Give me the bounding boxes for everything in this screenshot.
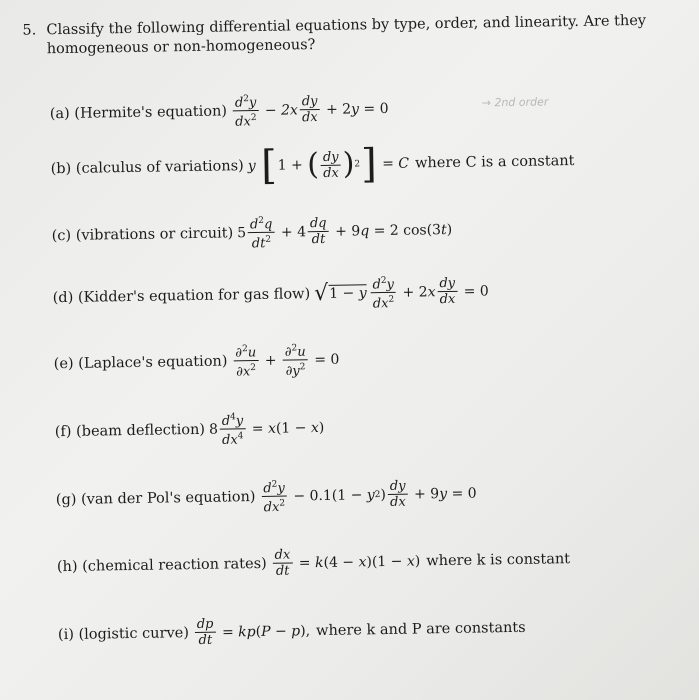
item-h — [57, 543, 571, 582]
item-e-equation: $\frac{\partial^2u}{\partial x^2}$ + $\frac{\partial^2u}{\partial y^2}$ = 0 — [231, 341, 339, 380]
problem-statement-line2: homogeneous or non-homogeneous? — [46, 37, 316, 58]
problem-statement-line1: Classify the following differential equations by type, order, and linearity. Are they — [46, 12, 647, 39]
problem-heading — [22, 12, 662, 58]
item-h-label: (h) (chemical reaction rates) — [56, 555, 267, 575]
item-h-equation: $\frac{dx}{dt}$ = k (4 − x )(1 − x ) — [274, 547, 421, 579]
item-i-equation: $\frac{dp}{dt}$ = kp ( P − p ), — [196, 616, 311, 648]
item-i-note: where k and P are constants — [315, 619, 526, 639]
item-c-equation: 5 $\frac{d^2q}{dt^2}$ + 4 $\frac{dq}{dt}$ + 9 q = 2 cos(3 t ) — [237, 211, 453, 252]
item-b-label: (b) (calculus of variations) — [50, 158, 244, 178]
item-f — [54, 409, 324, 451]
item-b — [50, 141, 574, 189]
problem-number: 5. — [22, 22, 37, 39]
item-d — [52, 272, 489, 317]
item-i-label: (i) (logistic curve) — [57, 624, 190, 643]
item-g-label: (g) (van der Pol's equation) — [55, 488, 256, 509]
item-i — [58, 612, 526, 650]
item-a — [50, 90, 389, 133]
item-e — [53, 341, 339, 383]
item-d-equation: √ 1 − y $\frac{d^2y}{dx^2}$ + 2 x $\frac{dy}{dx}$ = 0 — [314, 272, 489, 312]
item-g — [56, 475, 477, 519]
item-d-label: (d) (Kidder's equation for gas flow) — [52, 285, 311, 307]
item-b-note: where C is a constant — [414, 152, 575, 172]
item-h-note: where k is constant — [426, 550, 571, 569]
item-f-equation: 8 $\frac{d^4y}{dx^4}$ = x (1 − x ) — [209, 409, 325, 448]
item-a-equation: $\frac{d^2y}{dx^2}$ − 2x $\frac{dy}{dx}$ + 2 y = 0 — [231, 90, 389, 130]
item-c-label: (c) (vibrations or circuit) — [51, 225, 234, 245]
item-g-equation: $\frac{d^2y}{dx^2}$ − 0.1(1 − y 2 ) $\frac{dy}{dx}$ + 9 y = 0 — [259, 475, 477, 516]
item-e-label: (e) (Laplace's equation) — [53, 353, 228, 373]
item-c — [51, 211, 452, 255]
item-b-equation: y [ 1 + ( $\frac{dy}{dx}$ ) 2 ] = C — [247, 141, 410, 189]
item-a-label: (a) (Hermite's equation) — [49, 103, 228, 123]
handwritten-note: → 2nd order — [481, 95, 549, 110]
item-f-label: (f) (beam deflection) — [54, 421, 206, 441]
